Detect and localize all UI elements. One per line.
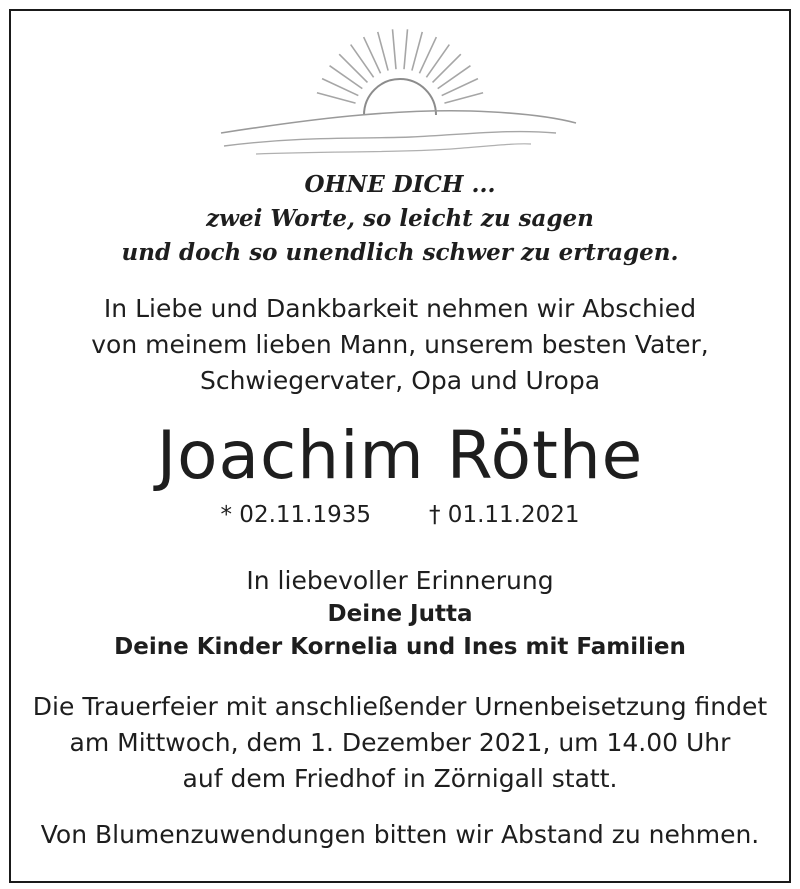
sunrise-emblem — [11, 11, 789, 181]
verse-line: und doch so unendlich schwer zu ertragen. — [121, 239, 679, 266]
mourner-children: Deine Kinder Kornelia und Ines mit Familien — [114, 634, 686, 660]
deceased-name: Joachim Röthe — [156, 417, 644, 494]
intro-line: von meinem lieben Mann, unserem besten Vater, — [91, 330, 709, 359]
obituary-notice — [9, 9, 791, 883]
flowers-note: Von Blumenzuwendungen bitten wir Abstand zu nehmen. — [40, 820, 760, 849]
intro-line: Schwiegervater, Opa und Uropa — [199, 366, 601, 395]
verse-title: OHNE DICH ... — [304, 171, 496, 198]
death-date: † 01.11.2021 — [429, 502, 580, 528]
birth-date: * 02.11.1935 — [220, 502, 371, 528]
service-line: am Mittwoch, dem 1. Dezember 2021, um 14.00 Uhr — [69, 728, 731, 757]
mourner-wife: Deine Jutta — [327, 601, 473, 627]
sun-ray — [412, 32, 422, 71]
sun-ray — [317, 93, 356, 103]
sun-ray — [393, 29, 396, 69]
sun-ray — [339, 54, 367, 82]
sun-ray — [433, 54, 461, 82]
service-line: Die Trauerfeier mit anschließender Urnenbeisetzung findet — [32, 692, 768, 721]
remembrance-line: In liebevoller Erinnerung — [246, 566, 554, 595]
sun-ray — [378, 32, 388, 71]
intro-line: In Liebe und Dankbarkeit nehmen wir Abschied — [103, 294, 697, 323]
sun-ray — [404, 29, 407, 69]
life-dates — [11, 502, 789, 528]
verse-line: zwei Worte, so leicht zu sagen — [206, 205, 594, 232]
sun-ray — [444, 93, 483, 103]
service-line: auf dem Friedhof in Zörnigall statt. — [182, 764, 618, 793]
